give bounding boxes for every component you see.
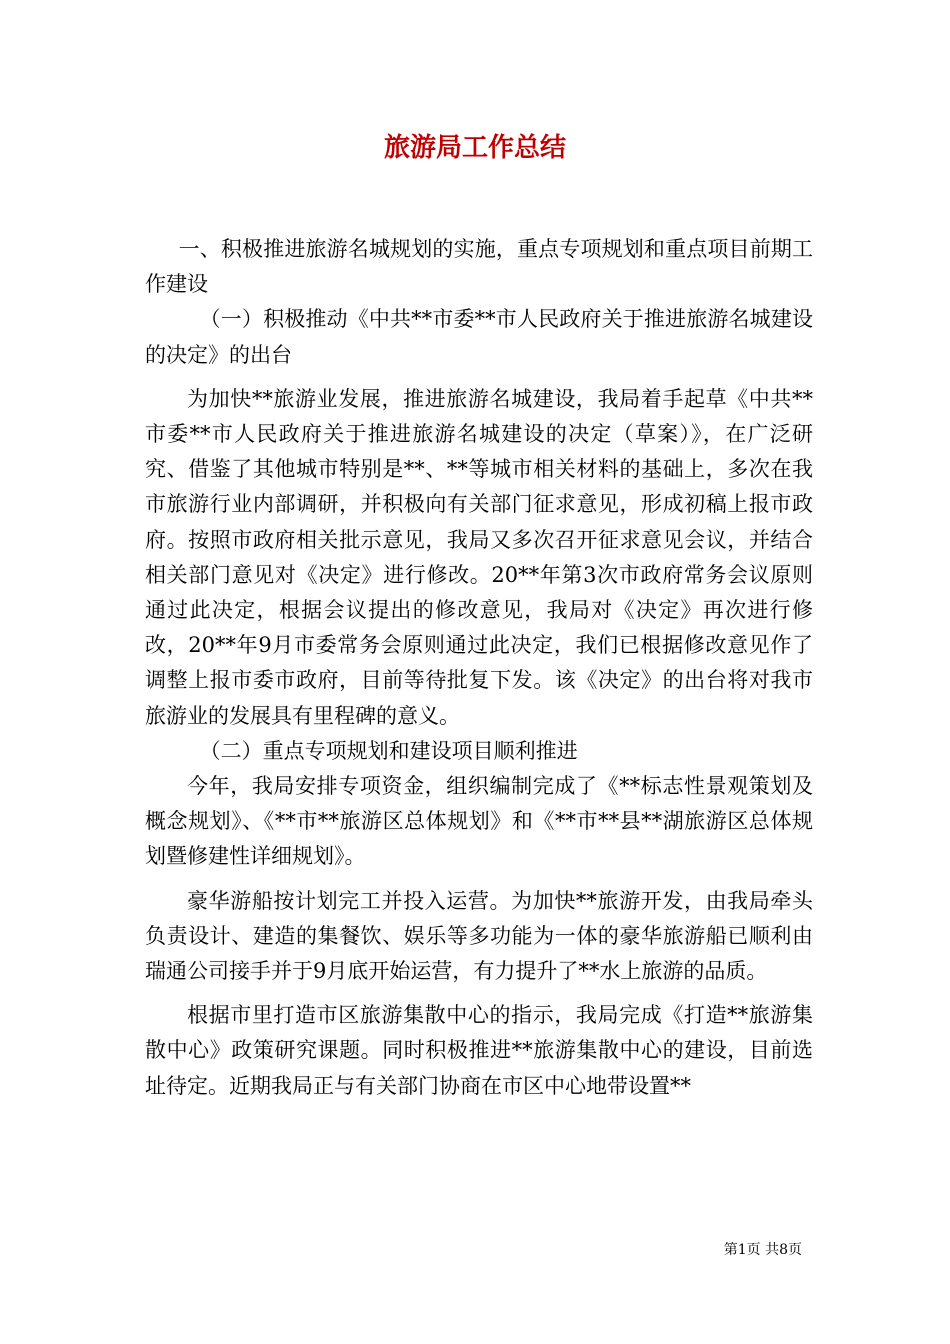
body-paragraph: 根据市里打造市区旅游集散中心的指示，我局完成《打造**旅游集散中心》政策研究课题。同时积极推进**旅游集散中心的建设，目前选址待定。近期我局正与有关部门协商在市区中心地带设置** bbox=[145, 1003, 813, 1098]
subsection-heading-1: （一）积极推动《中共**市委**市人民政府关于推进旅游名城建设的决定》的出台 bbox=[145, 307, 813, 367]
document-title: 旅游局工作总结 bbox=[383, 133, 566, 163]
body-paragraph: 今年，我局安排专项资金，组织编制完成了《**标志性景观策划及概念规划》、《**市**旅游区总体规划》和《**市**县**湖旅游区总体规划暨修建性详细规划》。 bbox=[145, 774, 813, 869]
section-heading-1: 一、积极推进旅游名城规划的实施，重点专项规划和重点项目前期工作建设 bbox=[145, 237, 813, 297]
document-body bbox=[145, 232, 813, 1104]
subsection-heading-2: （二）重点专项规划和建设项目顺利推进 bbox=[199, 738, 578, 763]
page-number: 第1页 共8页 bbox=[723, 1242, 802, 1258]
body-paragraph: 为加快**旅游业发展，推进旅游名城建设，我局着手起草《中共**市委**市人民政府关于推进旅游名城建设的决定（草案）》，在广泛研究、借鉴了其他城市特别是**、**等城市相关材料的基础上，多次在我市旅游行业内部调研，并积极向有关部门征求意见，形成初稿上报市政府。按照市政府相关批示意见，我局又多次召开征求意见会议，并结合相关部门意见对《决定》进行修改。20**年第3次市政府常务会议原则通过此决定，根据会议提出的修改意见，我局对《决定》再次进行修改，20**年9月市委常务会原则通过此决定，我们已根据修改意见作了调整上报市委市政府，目前等待批复下发。该《决定》的出台将对我市旅游业的发展具有里程碑的意义。 bbox=[145, 386, 813, 728]
body-paragraph: 豪华游船按计划完工并投入运营。为加快**旅游开发，由我局牵头负责设计、建造的集餐饮、娱乐等多功能为一体的豪华旅游船已顺利由瑞通公司接手并于9月底开始运营，有力提升了**水上旅游的品质。 bbox=[145, 888, 813, 984]
